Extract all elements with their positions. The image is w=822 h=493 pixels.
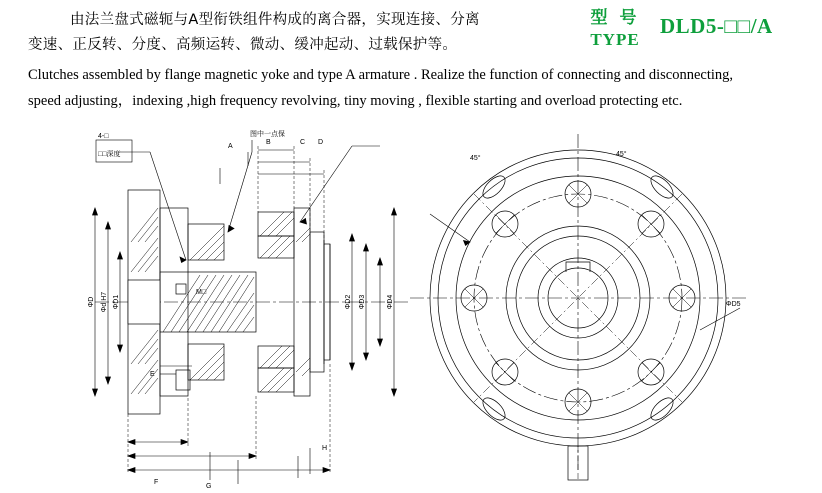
callout-dim-left-3: ΦD1 bbox=[113, 294, 120, 310]
callout-angle-right: 45° bbox=[616, 151, 627, 158]
callout-angle-left: 45° bbox=[470, 155, 481, 162]
english-description bbox=[28, 62, 808, 114]
callout-hole-note: 4-□ bbox=[98, 133, 109, 140]
callout-dim-right-2: ΦD3 bbox=[359, 294, 366, 310]
chinese-description-line1: 由法兰盘式磁轭与A型衔铁组件构成的离合器，实现连接、分离 bbox=[70, 12, 480, 28]
callout-mark-a-top: A bbox=[228, 143, 233, 150]
chinese-description-line2: 变速、正反转、分度、高频运转、微动、缓冲起动、过载保护等。 bbox=[28, 37, 458, 53]
callout-dim-right-1: ΦD2 bbox=[345, 294, 352, 310]
callout-mark-c-top: C bbox=[300, 139, 306, 146]
drawing-svg bbox=[0, 112, 822, 493]
type-label bbox=[580, 8, 650, 50]
type-label-cn: 型 号 bbox=[590, 8, 640, 28]
callout-mark-m: M□ bbox=[196, 289, 207, 296]
type-code: DLD5-□□/A bbox=[660, 14, 773, 38]
callout-dim-left-1: ΦD bbox=[88, 296, 95, 308]
callout-mark-h-bottom: H bbox=[322, 445, 328, 452]
technical-drawing bbox=[0, 112, 822, 493]
callout-mark-e: E bbox=[150, 371, 155, 378]
callout-mark-f-bottom: F bbox=[154, 479, 159, 486]
section-view bbox=[93, 140, 411, 484]
english-description-line1: Clutches assembled by flange magnetic yoke and type A armature . Realize the function of connecting and disconnecting, bbox=[28, 67, 734, 83]
callout-dim-left-2: Φd H7 bbox=[101, 291, 108, 313]
callout-mark-d-top: D bbox=[318, 139, 324, 146]
type-label-en: TYPE bbox=[590, 30, 640, 49]
callout-mark-b-top: B bbox=[266, 139, 271, 146]
chinese-description bbox=[28, 8, 588, 58]
callout-dim-right-3: ΦD4 bbox=[387, 294, 394, 310]
front-view bbox=[410, 134, 748, 480]
callout-bolt-circle: ΦD5 bbox=[726, 301, 741, 308]
callout-hole-note-sub: □□深度 bbox=[98, 151, 121, 158]
callout-mark-g-bottom: G bbox=[206, 483, 212, 490]
english-description-line2: speed adjusting，indexing ,high frequency revolving, tiny moving , flexible starting and overload protecting etc. bbox=[28, 93, 683, 109]
callout-keyway-note: 图中一点保 bbox=[250, 131, 285, 138]
